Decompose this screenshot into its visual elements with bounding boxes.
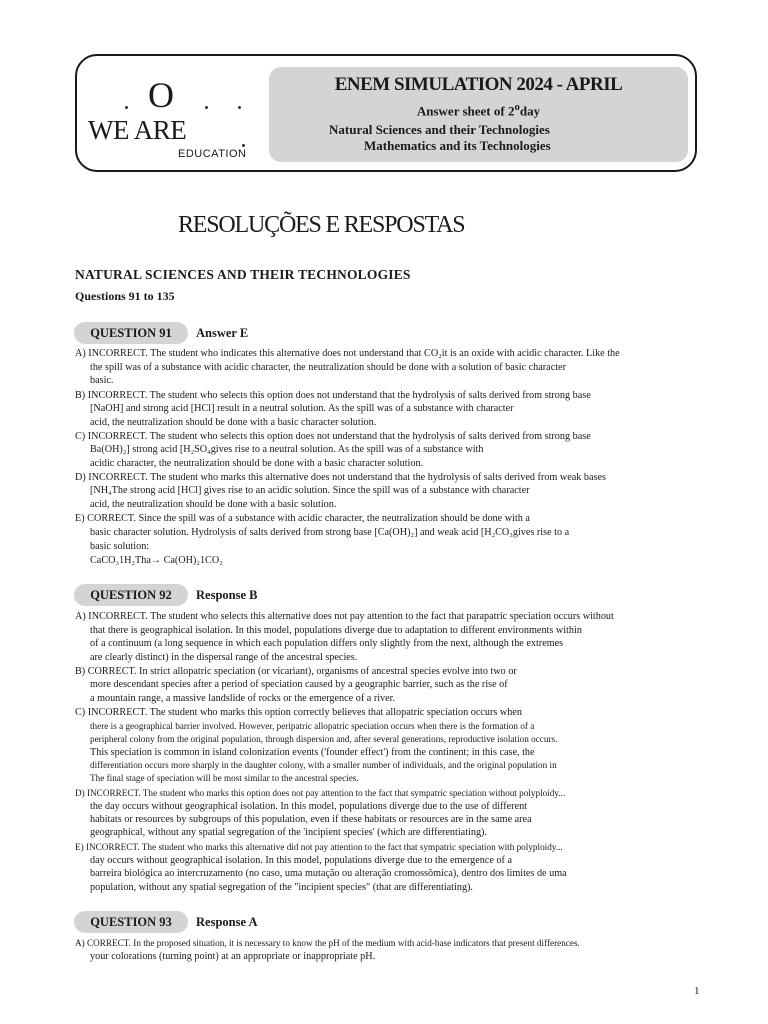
answer-line: D) INCORRECT. The student who marks this alternative does not understand that the hydrolysis of salts derived from weak bases <box>75 472 606 483</box>
question-answer: Response A <box>196 915 258 929</box>
answer-line: more descendant species after a period of speciation caused by a geographic barrier, such as the rise of <box>90 679 508 690</box>
answer-line: the spill was of a substance with acidic character, the neutralization should be done with a solution of basic character <box>90 362 566 373</box>
answer-line: B) INCORRECT. The student who selects this option does not understand that the hydrolysis of salts derived from strong base <box>75 390 591 401</box>
subject-area-1: Natural Sciences and their Technologies <box>329 122 550 137</box>
logo-dot <box>238 106 241 109</box>
answer-line: A) INCORRECT. The student who selects this alternative does not pay attention to the fact that parapatric speciation occurs without <box>75 611 614 622</box>
chemical-equation: CaCO₃1H₂Tha→ Ca(OH)₂1CO₂ <box>90 555 223 566</box>
answer-line: The final stage of speciation will be most similar to the ancestral species. <box>90 773 359 783</box>
logo-subtitle: EDUCATION <box>178 148 247 160</box>
answer-line: barreira biológica ao intercruzamento (no caso, uma mutação ou alteração cromossômica), dentro dos limites de uma <box>90 868 567 879</box>
answer-line: there is a geographical barrier involved. However, peripatric allopatric speciation occurs when there is the formation of a <box>90 721 535 731</box>
question-header <box>74 584 474 606</box>
answer-line: basic character solution. Hydrolysis of salts derived from strong base [Ca(OH)₂] and weak acid [H₂CO₃gives rise to a <box>90 527 570 538</box>
logo-dot <box>242 144 245 147</box>
answer-line: are clearly distinct) in the dispersal range of the ancestral species. <box>90 652 358 663</box>
subject-area-2: Mathematics and its Technologies <box>364 138 551 153</box>
answer-line: C) INCORRECT. The student who selects this option does not understand that the hydrolysis of salts derived from strong base <box>75 431 591 442</box>
answer-line: basic solution: <box>90 541 150 552</box>
logo-dot <box>205 106 208 109</box>
answer-line: E) INCORRECT. The student who marks this alternative did not pay attention to the fact that sympatric speciation with polyploidy... <box>75 842 563 852</box>
answer-line: C) INCORRECT. The student who marks this option correctly believes that allopatric speciation occurs when <box>75 707 522 718</box>
answer-line: geographical, without any spatial segregation of the 'incipient species' (which are differentiating). <box>90 827 487 838</box>
answer-line: day occurs without geographical isolation. In this model, populations diverge due to the emergence of a <box>90 855 513 866</box>
header-panel <box>269 67 688 162</box>
answer-sheet-day: Answer sheet of 2$^o$day <box>416 101 541 119</box>
question-label: QUESTION 92 <box>74 584 188 606</box>
page-title: RESOLUÇÕES E RESPOSTAS <box>178 212 465 238</box>
answer-line: a mountain range, a massive landslide of rocks or the emergence of a river. <box>90 693 396 704</box>
answer-line: peripheral colony from the original population, through dispersion and, after several generations, reproductive isolation occurs. <box>90 734 558 744</box>
answer-line: that there is geographical isolation. In this model, populations diverge due to adaptation to different environments within <box>90 625 582 636</box>
brand-logo <box>88 76 258 164</box>
logo-letter: O <box>148 75 174 115</box>
logo-wordmark: WE ARE <box>88 115 187 145</box>
answer-line: A) INCORRECT. The student who indicates this alternative does not understand that CO₂it is an oxide with acidic character. Like the <box>75 348 620 359</box>
answer-line: This speciation is common in island colonization events ('founder effect') from the continent; in this case, the <box>90 747 535 758</box>
logo-dot <box>125 106 128 109</box>
answer-line: acid, the neutralization should be done with a basic solution. <box>90 499 337 510</box>
answer-line: B) CORRECT. In strict allopatric speciation (or vicariant), organisms of ancestral species evolve into two or <box>75 666 517 677</box>
question-label: QUESTION 91 <box>74 322 188 344</box>
question-answer: Response B <box>196 588 258 602</box>
answer-line: acidic character, the neutralization should be done with a basic character solution. <box>90 458 424 469</box>
question-header <box>74 322 474 344</box>
answer-line: Ba(OH)₂] strong acid [H₂SO₄gives rise to a neutral solution. As the spill was of a substance with <box>90 444 484 455</box>
section-title: NATURAL SCIENCES AND THEIR TECHNOLOGIES <box>75 267 411 282</box>
answer-line: acid, the neutralization should be done with a basic character solution. <box>90 417 377 428</box>
answer-line: E) CORRECT. Since the spill was of a substance with acidic character, the neutralization should be done with a <box>75 513 530 524</box>
answer-line: A) CORRECT. In the proposed situation, it is necessary to know the pH of the medium with acid-base indicators that present differences. <box>75 938 580 948</box>
question-header <box>74 911 474 933</box>
answer-line: your colorations (turning point) at an appropriate or inappropriate pH. <box>90 951 376 962</box>
answer-line: D) INCORRECT. The student who marks this option does not pay attention to the fact that sympatric speciation without polyploidy... <box>75 788 566 798</box>
answer-line: [NH₄The strong acid [HCl] gives rise to an acidic solution. Since the spill was of a substance with character <box>90 485 530 496</box>
page-number: 1 <box>694 985 700 997</box>
answer-line: population, without any spatial segregation of the "incipient species" (that are differentiating). <box>90 882 473 893</box>
section-subtitle: Questions 91 to 135 <box>75 289 175 303</box>
answer-line: basic. <box>90 375 114 386</box>
answer-line: the day occurs without geographical isolation. In this model, populations diverge due to the use of different <box>90 801 528 812</box>
answer-line: of a continuum (a long sequence in which each population differs only slightly from the next, although the extremes <box>90 638 564 649</box>
exam-title: ENEM SIMULATION 2024 - APRIL <box>334 74 623 95</box>
answer-line: [NaOH] and strong acid [HCl] result in a neutral solution. As the spill was of a substance with character <box>90 403 514 414</box>
answer-line: habitats or resources by subgroups of this population, even if these habitats or resources are in the same area <box>90 814 532 825</box>
question-label: QUESTION 93 <box>74 911 188 933</box>
question-answer: Answer E <box>196 326 249 340</box>
answer-line: differentiation occurs more sharply in the daughter colony, with a smaller number of individuals, and the original population in <box>90 760 557 770</box>
